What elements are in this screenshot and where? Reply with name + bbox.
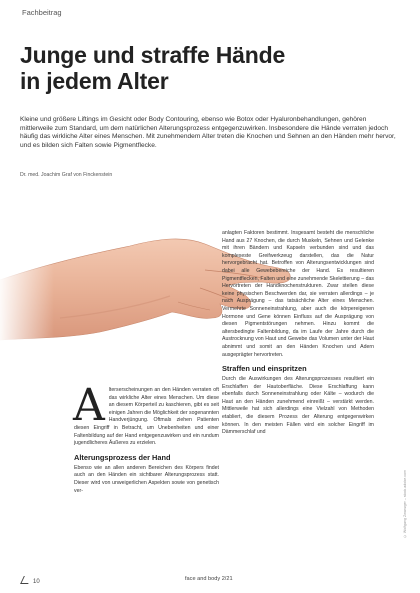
intro-text: lterserscheinungen an den Händen verraten oft das wirkliche Alter eines Menschen. Um diese an diesem Körperteil zu kaschieren, gibt es seit einigen Jahren die Möglichkeit der sogenannten Handverjüngung. Oftmals ziehen Patienten diesen Eingriff in Betracht, um Unebenheiten und einer Faltenbildung auf der Hand entgegenzuwirken und ein rundum jugendlicheres Äußeres zu erzielen. [74,387,219,447]
article-author: Dr. med. Joachim Graf von Finckenstein [20,172,113,178]
title-line-1: Junge und straffe Hände [20,42,286,68]
title-line-2: in jedem Alter [20,68,169,94]
page-number-text: 10 [33,579,40,585]
intro-paragraph [73,380,219,448]
column-right [222,230,374,437]
section-rubric: Fachbeitrag [22,8,62,17]
subheading-tightening: Straffen und einspritzen [222,364,307,374]
paragraph-tightening: Durch die Auswirkungen des Alterungsprozesses resultiert ein Erschlaffen der Hautoberfläche. Diese Erschlaffung kann ebenfalls durch Sonneneinstrahlung oder Kälte – wodurch die Haut an den Händen zunehmend einreißt – verstärkt werden. Mittlerweile hat sich allerdings eine Vielzahl von Methoden etabliert, die diesem Prozess der Alterung entgegenwirken können. In den meisten Fällen wird ein solcher Eingriff im Dämmerschlaf und [222,376,374,436]
magazine-issue: face and body 2/21 [185,576,233,582]
page-number [22,576,40,585]
image-credit: © Wolfgang Zwanzger – stock.adobe.com [403,470,407,539]
paragraph-aging: Ebenso wie an allen anderen Bereichen des Körpers findet auch an den Händen ein sichtbarer Alterungsprozess statt. Dieser wird von unweigerlichen Aspekten sowie von genetisch ver- [74,464,219,494]
drop-cap: A [73,380,105,431]
article-title [20,42,400,94]
subheading-aging: Alterungsprozess der Hand [74,452,171,462]
paragraph-anatomy: anlagten Faktoren bestimmt. Insgesamt besteht die menschliche Hand aus 27 Knochen, die durch Muskeln, Sehnen und Gelenke mit ihren Bändern und Kapseln verbunden sind und das komplexeste Greifwerkzeug darstellen, das die Natur hervorgebracht hat. Betroffen von Alterungsentwicklungen sind dabei alle Gewebebereiche der Hand. Es resultieren Pigmentflecken, Falten und eine zunehmende Skelettierung – das Hervortreten der Handknochenstrukturen. Zwar stellen diese keine physischen Beschwerden dar, sie verraten allerdings – je nach Ausprägung – das tatsächliche Alter eines Menschen. Vermehrte Sonneneinstrahlung, aber auch die körpereigenen Hormone und Gene können Einfluss auf die Ausprägung von diesen Pigmentstörungen nehmen. Hinzu kommt die altersbedingte Faltenbildung, da im Laufe der Jahre durch die Austrocknung von Haut und Gewebe das Volumen unter der Haut abnimmt und somit an den Händen Knochen und Adern ausgeprägter hervortreten. [222,230,374,358]
column-left [73,380,219,495]
article-lead: Kleine und größere Liftings im Gesicht oder Body Contouring, ebenso wie Botox oder Hyaluronbehandlungen, gehören mittlerweile zum Standard, um dem natürlichen Alterungsprozess entgegenzuwirken. Insbesondere die Hände verraten jedoch häufig das wirkliche Alter eines Menschen. Mit zunehmendem Alter treten die Knochen und Sehnen an den Händen mehr hervor, und es bilden sich Falten sowie Pigmentflecke. [20,116,396,149]
page-mark-icon [20,576,32,584]
